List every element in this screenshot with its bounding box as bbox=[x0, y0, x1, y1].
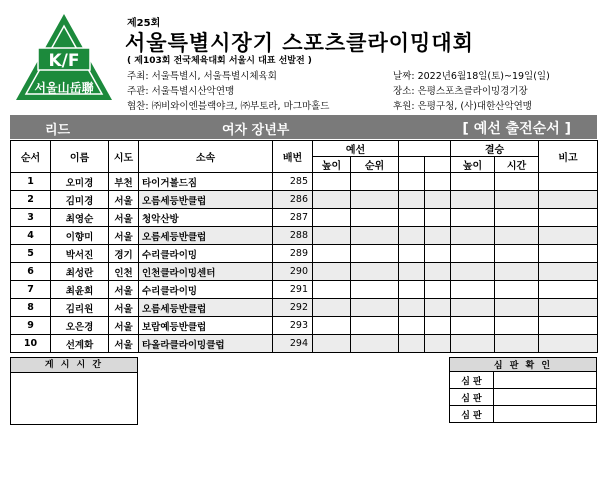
affiliation-cell: 오름세등반클럽 bbox=[139, 191, 273, 209]
event-subtitle: ( 제103회 전국체육대회 서울시 대표 선발전 ) bbox=[127, 56, 312, 66]
bib-cell: 287 bbox=[273, 209, 313, 227]
score-cell[interactable] bbox=[313, 299, 351, 317]
order-cell: 6 bbox=[11, 263, 51, 281]
header-blank-1 bbox=[399, 157, 425, 173]
posting-time-box bbox=[10, 357, 138, 425]
city-cell: 서울 bbox=[109, 209, 139, 227]
organizer-info: 주관: 서울특별시산악연맹 bbox=[127, 86, 235, 97]
header-qualification: 예선 bbox=[313, 141, 399, 157]
name-cell: 오은경 bbox=[51, 317, 109, 335]
city-cell: 서울 bbox=[109, 281, 139, 299]
score-cell[interactable] bbox=[351, 191, 399, 209]
judge-confirmation-title: 심 판 확 인 bbox=[450, 358, 597, 372]
order-cell: 8 bbox=[11, 299, 51, 317]
category-bar bbox=[10, 115, 597, 139]
table-row bbox=[11, 173, 598, 191]
score-cell[interactable] bbox=[425, 317, 451, 335]
city-cell: 서울 bbox=[109, 191, 139, 209]
score-cell[interactable] bbox=[351, 317, 399, 335]
header-city: 시도 bbox=[109, 141, 139, 173]
bib-cell: 286 bbox=[273, 191, 313, 209]
score-cell[interactable] bbox=[539, 263, 598, 281]
city-cell: 서울 bbox=[109, 299, 139, 317]
score-cell[interactable] bbox=[313, 317, 351, 335]
affiliation-cell: 타올라클라이밍클럽 bbox=[139, 335, 273, 353]
score-cell[interactable] bbox=[495, 209, 539, 227]
score-cell[interactable] bbox=[313, 227, 351, 245]
header-time: 시간 bbox=[495, 157, 539, 173]
date-info: 날짜: 2022년6월18일(토)~19일(일) bbox=[393, 71, 550, 82]
venue-info: 장소: 은평스포츠클라이밍경기장 bbox=[393, 86, 528, 97]
header-final: 결승 bbox=[451, 141, 539, 157]
sponsor-info: 협찬: ㈜비와이엔블랙야크, ㈜부토라, 마그마홀드 bbox=[127, 101, 330, 112]
city-cell: 서울 bbox=[109, 227, 139, 245]
host-info: 주최: 서울특별시, 서울특별시체육회 bbox=[127, 71, 277, 82]
score-cell[interactable] bbox=[425, 245, 451, 263]
name-cell: 박서진 bbox=[51, 245, 109, 263]
order-cell: 2 bbox=[11, 191, 51, 209]
table-row bbox=[11, 191, 598, 209]
affiliation-cell: 수리클라이밍 bbox=[139, 245, 273, 263]
score-cell[interactable] bbox=[495, 281, 539, 299]
judge-confirmation-table bbox=[449, 357, 597, 423]
bib-cell: 292 bbox=[273, 299, 313, 317]
division-label: 여자 장년부 bbox=[222, 123, 290, 138]
order-cell: 3 bbox=[11, 209, 51, 227]
logo-letters: K/F bbox=[48, 51, 80, 71]
judge-signature-cell[interactable] bbox=[494, 389, 597, 406]
score-cell[interactable] bbox=[495, 245, 539, 263]
bib-cell: 288 bbox=[273, 227, 313, 245]
affiliation-cell: 보람예등반클럽 bbox=[139, 317, 273, 335]
order-cell: 4 bbox=[11, 227, 51, 245]
bib-cell: 285 bbox=[273, 173, 313, 191]
score-cell[interactable] bbox=[495, 227, 539, 245]
city-cell: 부천 bbox=[109, 173, 139, 191]
score-cell[interactable] bbox=[399, 335, 425, 353]
score-cell[interactable] bbox=[451, 173, 495, 191]
name-cell: 이향미 bbox=[51, 227, 109, 245]
score-cell[interactable] bbox=[399, 209, 425, 227]
score-cell[interactable] bbox=[451, 209, 495, 227]
name-cell: 선계화 bbox=[51, 335, 109, 353]
score-cell[interactable] bbox=[313, 335, 351, 353]
table-row bbox=[11, 281, 598, 299]
score-cell[interactable] bbox=[425, 263, 451, 281]
score-cell[interactable] bbox=[425, 227, 451, 245]
name-cell: 김리원 bbox=[51, 299, 109, 317]
city-cell: 서울 bbox=[109, 317, 139, 335]
score-cell[interactable] bbox=[425, 335, 451, 353]
score-cell[interactable] bbox=[495, 191, 539, 209]
score-cell[interactable] bbox=[495, 173, 539, 191]
header-final-height: 높이 bbox=[451, 157, 495, 173]
edition-label: 제25회 bbox=[127, 18, 161, 29]
start-order-table bbox=[10, 140, 598, 353]
table-row bbox=[11, 227, 598, 245]
support-info: 후원: 은평구청, (사)대한산악연맹 bbox=[393, 101, 532, 112]
affiliation-cell: 타이거볼드짐 bbox=[139, 173, 273, 191]
score-cell[interactable] bbox=[495, 317, 539, 335]
order-cell: 9 bbox=[11, 317, 51, 335]
logo-text: 서울山岳聯 bbox=[34, 81, 94, 95]
score-cell[interactable] bbox=[313, 209, 351, 227]
judge-signature-cell[interactable] bbox=[494, 406, 597, 423]
header-height: 높이 bbox=[313, 157, 351, 173]
score-cell[interactable] bbox=[451, 317, 495, 335]
score-cell[interactable] bbox=[351, 245, 399, 263]
score-cell[interactable] bbox=[399, 245, 425, 263]
judge-label: 심 판 bbox=[450, 389, 494, 406]
posting-time-title: 게 시 시 간 bbox=[11, 358, 137, 373]
name-cell: 오미경 bbox=[51, 173, 109, 191]
score-cell[interactable] bbox=[351, 209, 399, 227]
score-cell[interactable] bbox=[539, 245, 598, 263]
score-cell[interactable] bbox=[451, 191, 495, 209]
score-cell[interactable] bbox=[539, 191, 598, 209]
score-cell[interactable] bbox=[313, 281, 351, 299]
score-cell[interactable] bbox=[399, 191, 425, 209]
bib-cell: 293 bbox=[273, 317, 313, 335]
score-cell[interactable] bbox=[539, 209, 598, 227]
event-title: 서울특별시장기 스포츠클라이밍대회 bbox=[125, 31, 474, 55]
judge-label: 심 판 bbox=[450, 372, 494, 389]
score-cell[interactable] bbox=[399, 281, 425, 299]
score-cell[interactable] bbox=[495, 335, 539, 353]
table-row bbox=[11, 245, 598, 263]
header-spacer bbox=[399, 141, 451, 157]
score-cell[interactable] bbox=[425, 281, 451, 299]
affiliation-cell: 수리클라이밍 bbox=[139, 281, 273, 299]
judge-signature-cell[interactable] bbox=[494, 372, 597, 389]
score-cell[interactable] bbox=[351, 281, 399, 299]
score-cell[interactable] bbox=[351, 299, 399, 317]
affiliation-cell: 인천클라이밍센터 bbox=[139, 263, 273, 281]
city-cell: 인천 bbox=[109, 263, 139, 281]
score-cell[interactable] bbox=[351, 227, 399, 245]
score-cell[interactable] bbox=[399, 299, 425, 317]
order-cell: 1 bbox=[11, 173, 51, 191]
score-cell[interactable] bbox=[313, 245, 351, 263]
score-cell[interactable] bbox=[451, 227, 495, 245]
score-cell[interactable] bbox=[451, 299, 495, 317]
score-cell[interactable] bbox=[425, 209, 451, 227]
name-cell: 최성란 bbox=[51, 263, 109, 281]
score-cell[interactable] bbox=[351, 263, 399, 281]
score-cell[interactable] bbox=[425, 299, 451, 317]
name-cell: 최영순 bbox=[51, 209, 109, 227]
score-cell[interactable] bbox=[399, 227, 425, 245]
bib-cell: 290 bbox=[273, 263, 313, 281]
header-rank: 순위 bbox=[351, 157, 399, 173]
header-name: 이름 bbox=[51, 141, 109, 173]
table-row bbox=[11, 209, 598, 227]
affiliation-cell: 오름세등반클럽 bbox=[139, 227, 273, 245]
score-cell[interactable] bbox=[399, 173, 425, 191]
city-cell: 경기 bbox=[109, 245, 139, 263]
order-cell: 5 bbox=[11, 245, 51, 263]
judge-label: 심 판 bbox=[450, 406, 494, 423]
bib-cell: 291 bbox=[273, 281, 313, 299]
order-cell: 7 bbox=[11, 281, 51, 299]
score-cell[interactable] bbox=[539, 299, 598, 317]
header-blank-2 bbox=[425, 157, 451, 173]
round-label: [ 예선 출전순서 ] bbox=[462, 121, 571, 137]
score-cell[interactable] bbox=[539, 281, 598, 299]
bib-cell: 294 bbox=[273, 335, 313, 353]
score-cell[interactable] bbox=[399, 263, 425, 281]
order-cell: 10 bbox=[11, 335, 51, 353]
score-cell[interactable] bbox=[313, 263, 351, 281]
table-row bbox=[11, 335, 598, 353]
score-cell[interactable] bbox=[313, 173, 351, 191]
score-cell[interactable] bbox=[425, 173, 451, 191]
header-order: 순서 bbox=[11, 141, 51, 173]
table-row bbox=[11, 263, 598, 281]
score-cell[interactable] bbox=[539, 335, 598, 353]
name-cell: 김미경 bbox=[51, 191, 109, 209]
score-cell[interactable] bbox=[313, 191, 351, 209]
bib-cell: 289 bbox=[273, 245, 313, 263]
affiliation-cell: 오름세등반클럽 bbox=[139, 299, 273, 317]
discipline-label: 리드 bbox=[45, 123, 71, 138]
score-cell[interactable] bbox=[495, 299, 539, 317]
header-affiliation: 소속 bbox=[139, 141, 273, 173]
score-cell[interactable] bbox=[399, 317, 425, 335]
score-cell[interactable] bbox=[351, 335, 399, 353]
header-remarks: 비고 bbox=[539, 141, 598, 173]
score-cell[interactable] bbox=[351, 173, 399, 191]
score-cell[interactable] bbox=[539, 317, 598, 335]
score-cell[interactable] bbox=[425, 191, 451, 209]
name-cell: 최윤희 bbox=[51, 281, 109, 299]
score-cell[interactable] bbox=[451, 335, 495, 353]
score-cell[interactable] bbox=[451, 263, 495, 281]
affiliation-cell: 청악산방 bbox=[139, 209, 273, 227]
score-cell[interactable] bbox=[495, 263, 539, 281]
header-bib: 배번 bbox=[273, 141, 313, 173]
table-row bbox=[11, 299, 598, 317]
score-cell[interactable] bbox=[451, 281, 495, 299]
federation-logo bbox=[14, 12, 114, 104]
table-row bbox=[11, 317, 598, 335]
score-cell[interactable] bbox=[451, 245, 495, 263]
score-cell[interactable] bbox=[539, 227, 598, 245]
score-cell[interactable] bbox=[539, 173, 598, 191]
city-cell: 서울 bbox=[109, 335, 139, 353]
